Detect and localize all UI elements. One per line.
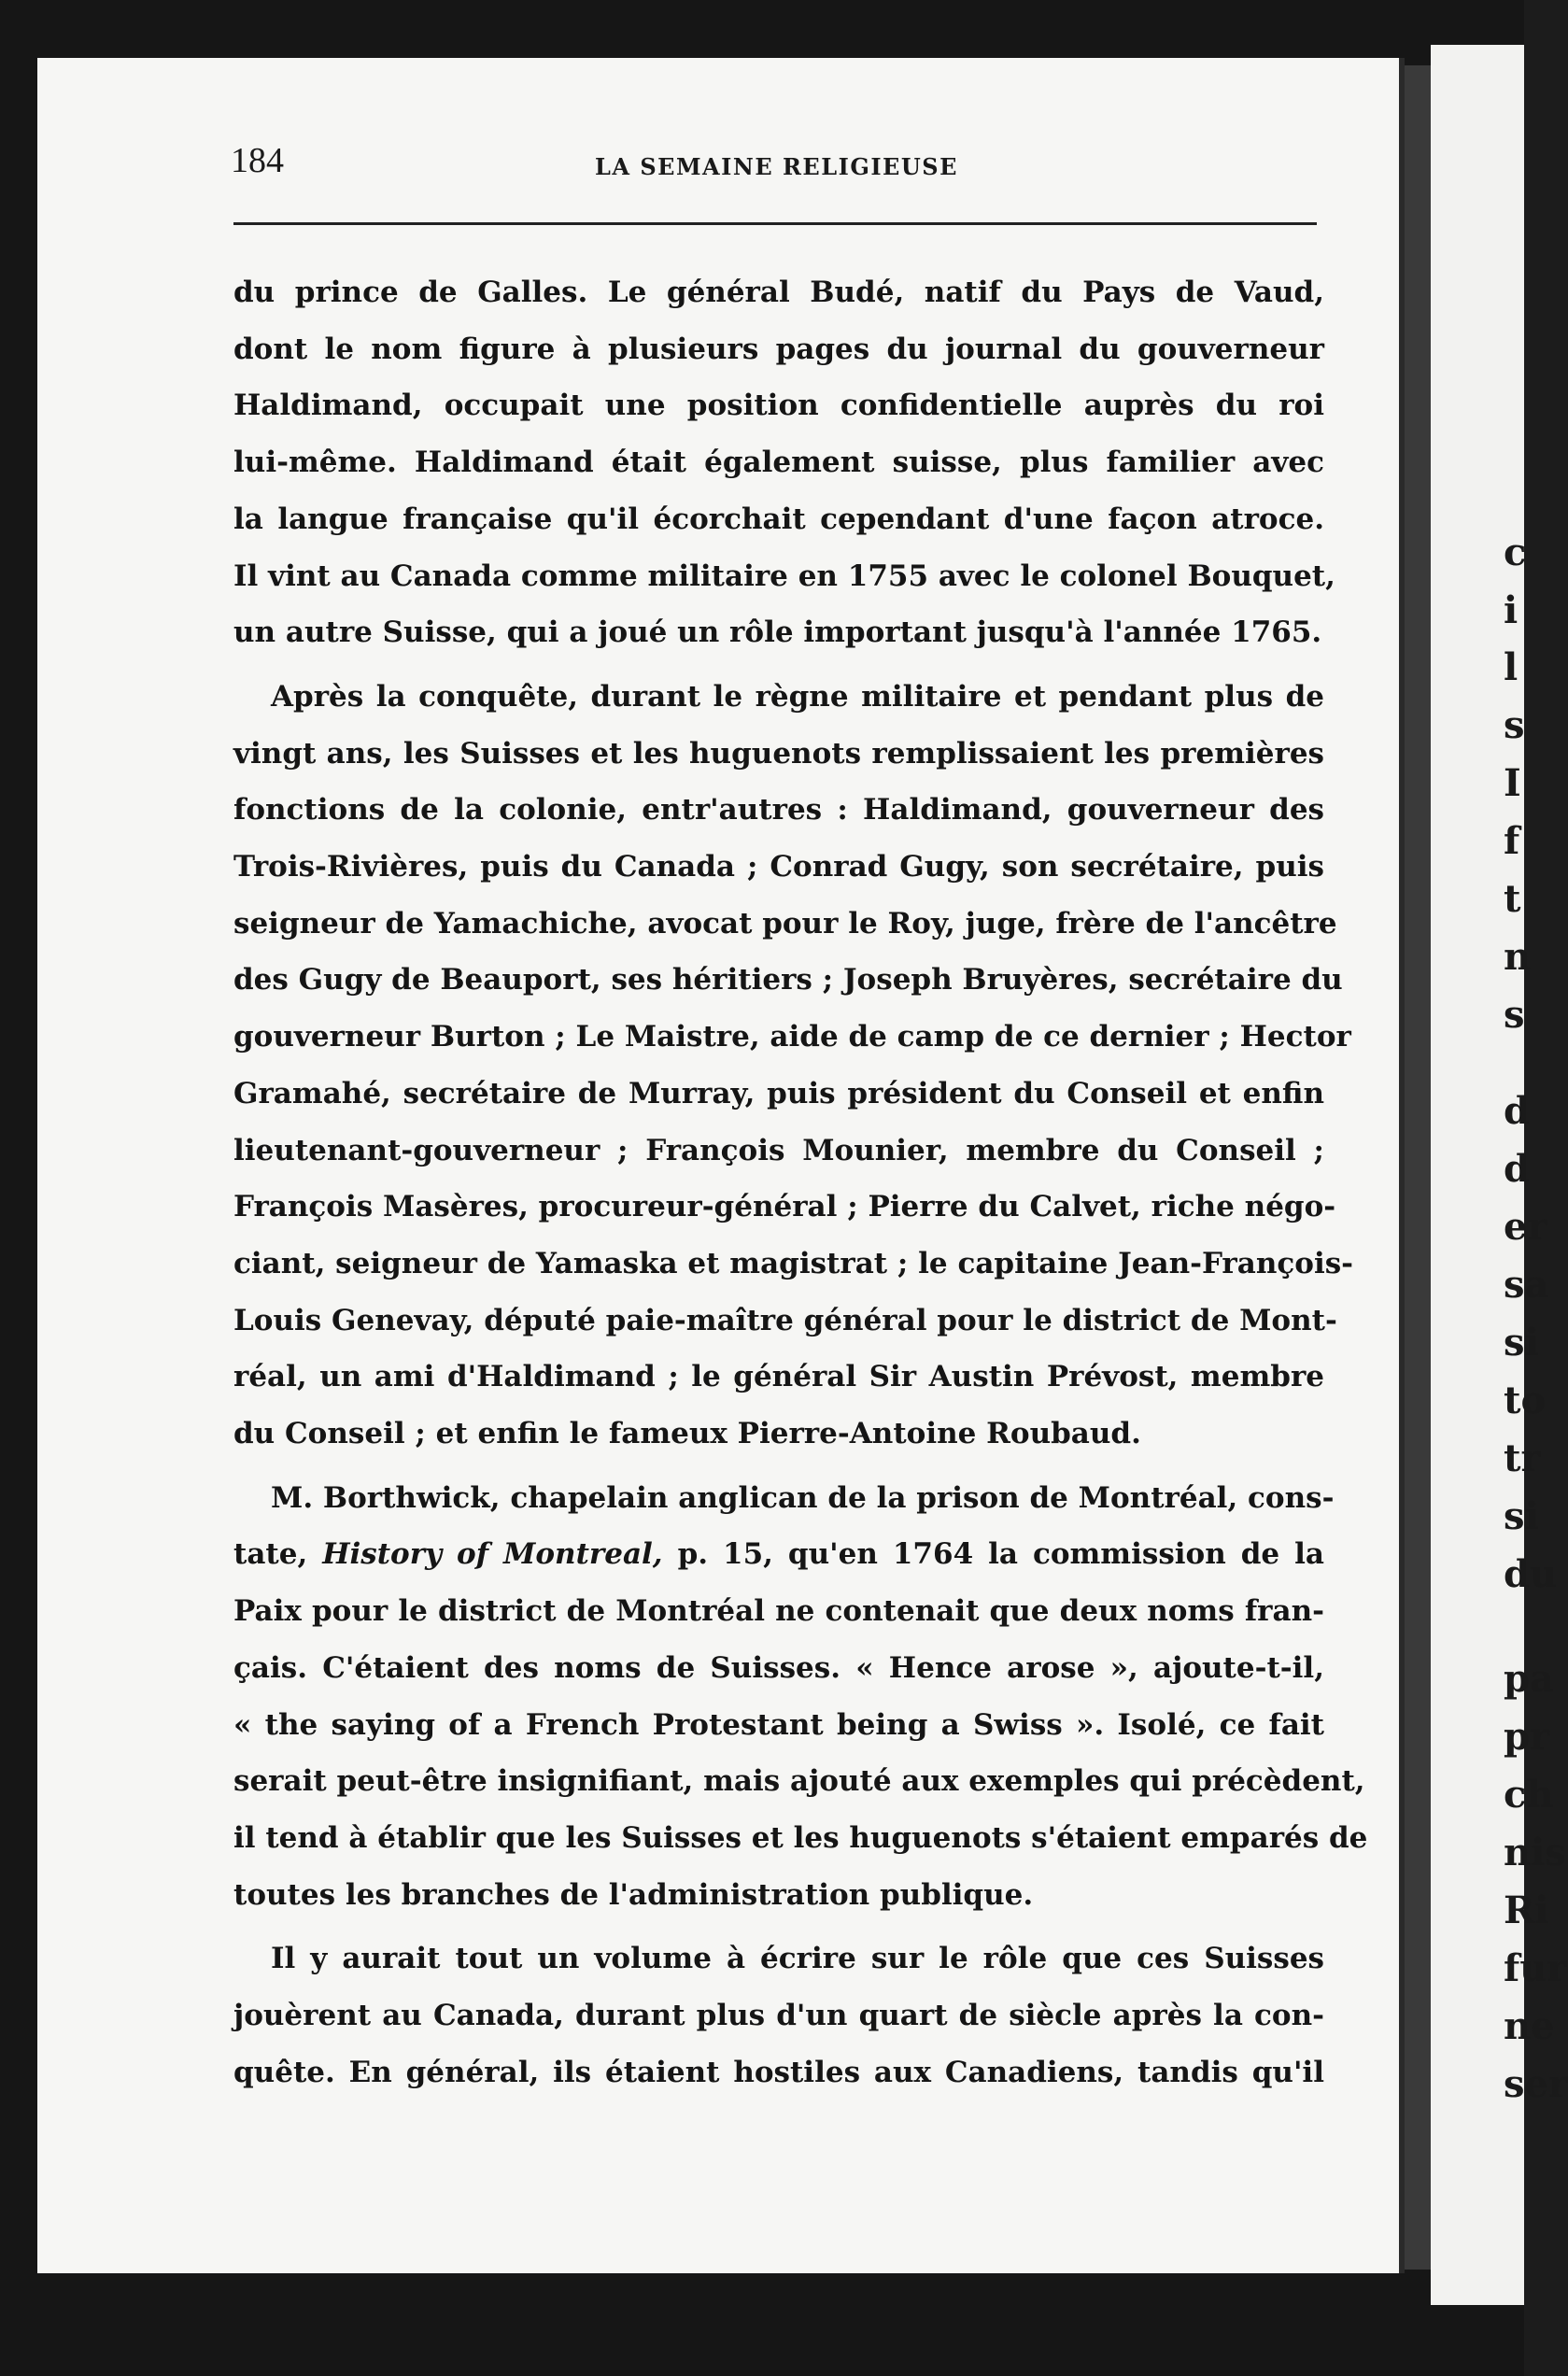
facing-page-fragment: er [1504,1205,1547,1249]
facing-page-fragment: d [1504,1089,1530,1133]
facing-page-fragment: t [1504,877,1521,921]
facing-page-fragment: Ri [1504,1888,1549,1932]
text-line: Louis Genevay, député paie-maître général pour le district de Mont- [233,1303,1337,1337]
text-line: Paix pour le district de Montréal ne contenait que deux noms fran- [233,1594,1324,1629]
facing-page-fragment: pr [1504,1715,1550,1759]
text-line: M. Borthwick, chapelain anglican de la prison de Montréal, cons- [271,1480,1335,1515]
facing-page-fragment: tr [1504,1436,1541,1480]
page-header [198,140,1319,196]
text-line: lieutenant-gouverneur ; François Mounier, membre du Conseil ; [233,1133,1324,1167]
facing-page-fragment: sa [1504,1263,1549,1307]
facing-page-edge [1431,45,1568,2305]
facing-page-fragment: c [1504,530,1527,574]
facing-page-fragment: l [1504,645,1519,689]
paragraph-3 [233,1470,1368,1924]
facing-page-fragment: i [1504,588,1519,632]
facing-page-fragment: si [1504,1321,1539,1365]
page-gutter-shadow [1393,65,1431,2270]
text-line: dont le nom figure à plusieurs pages du journal du gouverneur [233,332,1324,366]
text-line: çais. C'étaient des noms de Suisses. « Hence arose », ajoute-t-il, [233,1650,1324,1685]
text-line: François Masères, procureur-général ; Pierre du Calvet, riche négo- [233,1190,1336,1224]
text-line: serait peut-être insignifiant, mais ajouté aux exemples qui précèdent, [233,1764,1365,1799]
facing-page-fragment: ser [1504,2062,1568,2106]
text-line: Après la conquête, durant le règne militaire et pendant plus de [271,679,1324,714]
text-line: Gramahé, secrétaire de Murray, puis président du Conseil et enfin [233,1076,1324,1110]
text-line: du Conseil ; et enfin le fameux Pierre-Antoine Roubaud. [233,1417,1141,1451]
facing-page-fragment: fur [1504,1946,1567,1990]
facing-page-fragment: pa [1504,1657,1554,1701]
facing-page-fragment: s [1504,993,1525,1037]
facing-page-fragment: n [1504,935,1532,979]
text-line: vingt ans, les Suisses et les huguenots remplissaient les premières [233,736,1324,771]
citation-prefix: tate, [233,1537,323,1572]
text-line: ciant, seigneur de Yamaska et magistrat ; le capitaine Jean-François- [233,1246,1354,1280]
facing-page-fragment: f [1504,819,1520,863]
text-line: la langue française qu'il écorchait cependant d'une façon atroce. [233,502,1324,536]
text-line: Il y aurait tout un volume à écrire sur le rôle que ces Suisses [271,1942,1324,1976]
facing-page-fragment: to [1504,1379,1547,1422]
running-title: LA SEMAINE RELIGIEUSE [595,153,958,180]
text-line: Il vint au Canada comme militaire en 1755 avec le colonel Bouquet, [233,559,1335,593]
page-number: 184 [231,141,284,180]
paragraph-4 [233,1930,1324,2100]
paragraph-2 [233,669,1354,1463]
book-title-citation: History of Montreal, [322,1537,663,1572]
text-line: du prince de Galles. Le général Budé, natif du Pays de Vaud, [233,276,1324,309]
text-line: jouèrent au Canada, durant plus d'un quart de siècle après la con- [233,1999,1324,2033]
facing-page-fragment: nis [1504,1831,1566,1874]
text-line: toutes les branches de l'administration publique. [233,1877,1034,1912]
text-line: « the saying of a French Protestant being a Swiss ». Isolé, ce fait [233,1707,1324,1742]
facing-page-fragment: d [1504,1147,1530,1191]
facing-page-fragment: s [1504,703,1525,747]
facing-page-fragment: si [1504,1494,1539,1538]
text-line: gouverneur Burton ; Le Maistre, aide de camp de ce dernier ; Hector [233,1020,1351,1054]
text-line: Trois-Rivières, puis du Canada ; Conrad Gugy, son secrétaire, puis [233,850,1324,884]
text-line: fonctions de la colonie, entr'autres : Haldimand, gouverneur des [233,793,1324,827]
text-line: réal, un ami d'Haldimand ; le général Sir Austin Prévost, membre [233,1360,1324,1394]
facing-page-fragment: du [1504,1552,1558,1596]
text-line: des Gugy de Beauport, ses héritiers ; Joseph Bruyères, secrétaire du [233,963,1343,997]
text-line: Haldimand, occupait une position confidentielle auprès du roi [233,389,1324,423]
paragraph-1 [233,264,1335,661]
text-line-with-citation [233,1526,1324,1583]
text-line: quête. En général, ils étaient hostiles aux Canadiens, tandis qu'il [233,2055,1324,2089]
facing-page-fragment: ne [1504,2004,1555,2048]
header-rule [233,222,1317,225]
facing-page-fragment: ch [1504,1773,1554,1817]
facing-page-fragment: I [1504,761,1521,805]
text-line: il tend à établir que les Suisses et les huguenots s'étaient emparés de [233,1820,1368,1855]
text-line: un autre Suisse, qui a joué un rôle important jusqu'à l'année 1765. [233,615,1322,650]
citation-suffix: p. 15, qu'en 1764 la commission de la [662,1537,1324,1572]
text-line: lui-même. Haldimand était également suisse, plus familier avec [233,446,1324,480]
text-line: seigneur de Yamachiche, avocat pour le Roy, juge, frère de l'ancêtre [233,906,1337,940]
body-text [233,264,1368,2109]
